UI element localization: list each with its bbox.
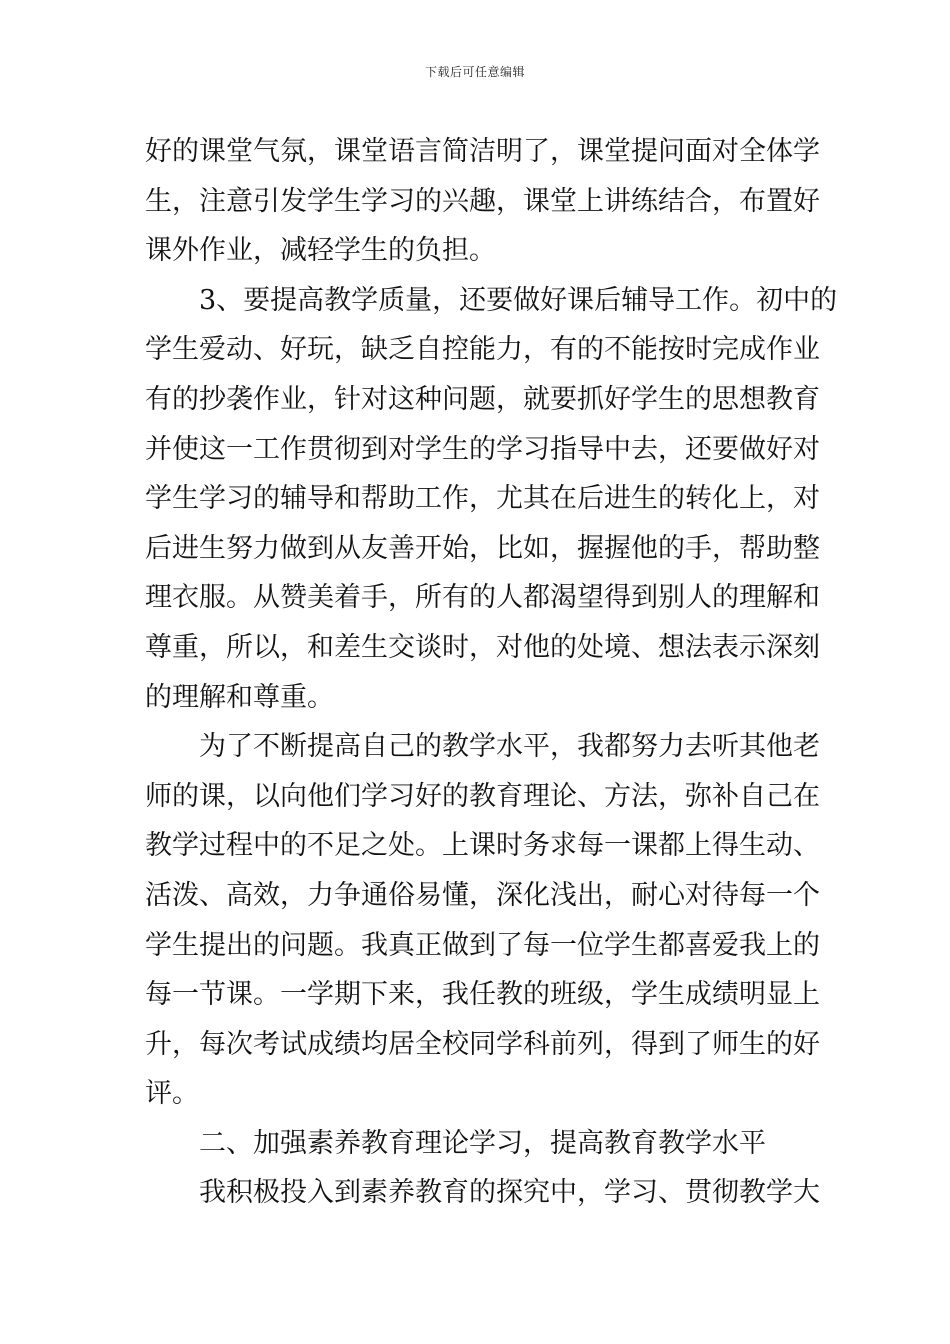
text-line: 升，每次考试成绩均居全校同学科前列，得到了师生的好 [145,1028,820,1060]
text-line: 教学过程中的不足之处。上课时务求每一课都上得生动、 [145,830,820,862]
text-line: 师的课，以向他们学习好的教育理论、方法，弥补自己在 [145,780,820,812]
text-line: 有的抄袭作业，针对这种问题，就要抓好学生的思想教育 [145,383,820,415]
text-line: 课外作业，减轻学生的负担。 [145,235,496,267]
text-line: 学生提出的问题。我真正做到了每一位学生都喜爱我上的 [145,929,820,961]
text-line: 后进生努力做到从友善开始，比如，握握他的手，帮助整 [145,532,820,564]
text-line: 二、加强素养教育理论学习，提高教育教学水平 [199,1127,766,1159]
page-header: 下载后可任意编辑 [424,65,525,79]
text-line: 的理解和尊重。 [145,681,334,713]
text-line: 理衣服。从赞美着手，所有的人都渴望得到别人的理解和 [145,582,820,614]
text-line: 生，注意引发学生学习的兴趣，课堂上讲练结合，布置好 [145,185,820,217]
text-line: 3、要提高教学质量，还要做好课后辅导工作。初中的 [199,284,838,316]
text-line: 学生学习的辅导和帮助工作，尤其在后进生的转化上，对 [145,483,820,515]
text-line: 学生爱动、好玩，缺乏自控能力，有的不能按时完成作业 [145,334,820,366]
text-line: 我积极投入到素养教育的探究中，学习、贯彻教学大 [199,1177,820,1209]
text-line: 每一节课。一学期下来，我任教的班级，学生成绩明显上 [145,979,820,1011]
body-text [145,127,838,1218]
text-line: 并使这一工作贯彻到对学生的学习指导中去，还要做好对 [145,433,820,465]
text-line: 为了不断提高自己的教学水平，我都努力去听其他老 [199,731,820,763]
text-line: 好的课堂气氛，课堂语言简洁明了，课堂提问面对全体学 [145,136,820,167]
text-line: 活泼、高效，力争通俗易懂，深化浅出，耐心对待每一个 [145,879,820,911]
text-line: 评。 [145,1078,199,1110]
text-line: 尊重，所以，和差生交谈时，对他的处境、想法表示深刻 [145,631,820,663]
